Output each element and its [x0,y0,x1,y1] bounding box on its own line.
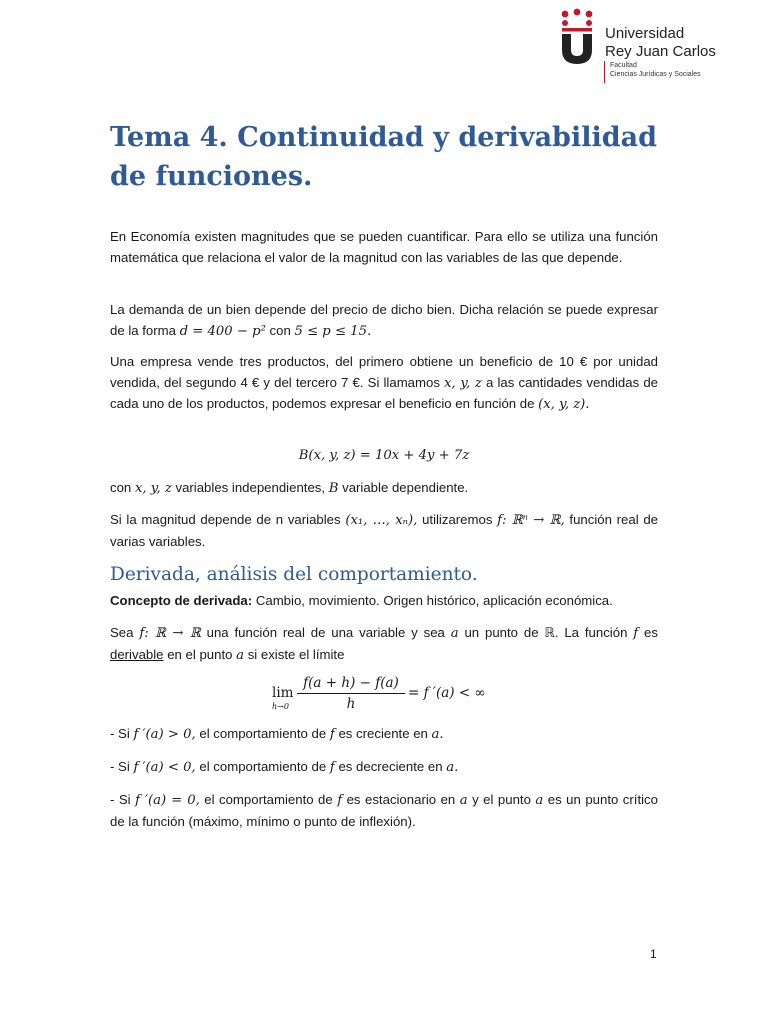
intro-paragraph-3 [110,352,658,416]
condition: f ′(a) = 0, [135,793,200,808]
point-a: a [450,626,459,641]
text: - Si [110,759,130,774]
text: es decreciente en [338,759,443,774]
text: - Si [110,792,131,807]
text: es estacionario en [346,792,456,807]
derivable-term: derivable [110,646,164,662]
intro-paragraph-1: En Economía existen magnitudes que se pueden cuantificar. Para ello se utiliza una función matemática que relaciona el valor de la magnitud con las variables de las que depende. [110,229,658,265]
concept-paragraph [110,591,658,612]
text: Si la magnitud depende de n variables [110,512,341,527]
page-number: 1 [650,947,657,961]
text: es un punto crítico de la función (máximo, mínimo o punto de inflexión). [110,792,658,829]
variables: x, y, z [444,375,482,391]
fraction-bar [297,693,405,694]
text: variables independientes, [175,480,326,495]
case-decreasing [110,757,658,779]
intro-paragraph-5 [110,510,658,552]
text: el comportamiento de [199,726,327,741]
denominator: h [346,696,356,712]
condition: f ′(a) > 0, [133,727,196,742]
text: La demanda de un bien depende del precio de dicho bien. Dicha relación se puede expresar de la forma [110,302,658,338]
limit-formula [272,675,502,715]
lim-operator: lim [272,685,294,701]
function-f: f [329,760,335,775]
text: - Si [110,726,130,741]
limit-rhs: = f ′(a) < ∞ [408,685,486,701]
text: es [644,625,658,640]
function-map: f: ℝ → ℝ [139,626,201,641]
formula-text: B(x, y, z) = 10x + 4y + 7z [298,448,470,463]
text: el comportamiento de [204,792,333,807]
numerator: f(a + h) − f(a) [303,675,399,691]
faculty-name: Ciencias Jurídicas y Sociales [610,71,701,78]
university-logo [555,8,755,88]
text: una función real de una variable y sea [206,625,445,640]
urjc-emblem-icon [555,8,599,64]
intro-paragraph-2 [110,300,658,342]
function-f: f [337,793,343,808]
text: en el punto [167,646,233,662]
document-title: Tema 4. Continuidad y derivabilidad de funciones. [110,122,657,192]
university-name-line2: Rey Juan Carlos [605,43,716,60]
variables: x, y, z [134,481,172,496]
function-f: f [633,626,639,641]
point-a: a. [431,727,444,742]
faculty-divider [604,61,605,83]
variable-B: B [328,481,339,496]
function-map: f: ℝⁿ → ℝ, [497,513,565,528]
function-f: f [329,727,335,742]
case-stationary [110,790,658,832]
point-a: a [459,793,468,808]
condition: f ′(a) < 0, [133,760,196,775]
text: y el punto [472,792,531,807]
text: función real de varias variables. [110,512,659,549]
concept-label: Concepto de derivada: [110,593,253,608]
text: utilizaremos [422,512,493,527]
point-a: a. [446,760,459,775]
demand-formula: d = 400 − p² [179,323,266,339]
text: Una empresa vende tres productos, del primero obtiene un beneficio de 10 € por unidad vendida, del segundo 4 € y del tercero 7 €. Si llamamos [110,354,658,390]
text: un punto de ℝ. La función [464,625,628,640]
text: el comportamiento de [199,759,327,774]
text: con [269,322,291,338]
case-increasing [110,724,658,746]
text: variable dependiente. [342,480,469,495]
section-heading: Derivada, análisis del comportamiento. [110,564,478,585]
point-a: a [535,793,544,808]
intro-paragraph-4 [110,478,658,500]
benefit-formula [110,445,658,467]
difference-quotient [297,675,405,712]
text: con [110,480,132,495]
text: es creciente en [338,726,428,741]
text: Sea [110,625,134,640]
point-a: a [236,647,245,663]
n-tuple: (x₁, …, xₙ), [345,513,418,528]
definition-paragraph [110,623,658,666]
lim-subscript: h→0 [272,702,289,711]
text: a las cantidades vendidas de cada uno de los productos, podemos expresar el beneficio en función de [110,374,658,411]
university-name-line1: Universidad [605,25,685,42]
concept-text: Cambio, movimiento. Origen histórico, aplicación económica. [255,593,613,608]
price-range: 5 ≤ p ≤ 15. [294,323,372,339]
variables-tuple: (x, y, z). [538,397,590,412]
text: si existe el límite [247,646,345,662]
faculty-label: Facultad [610,62,637,69]
